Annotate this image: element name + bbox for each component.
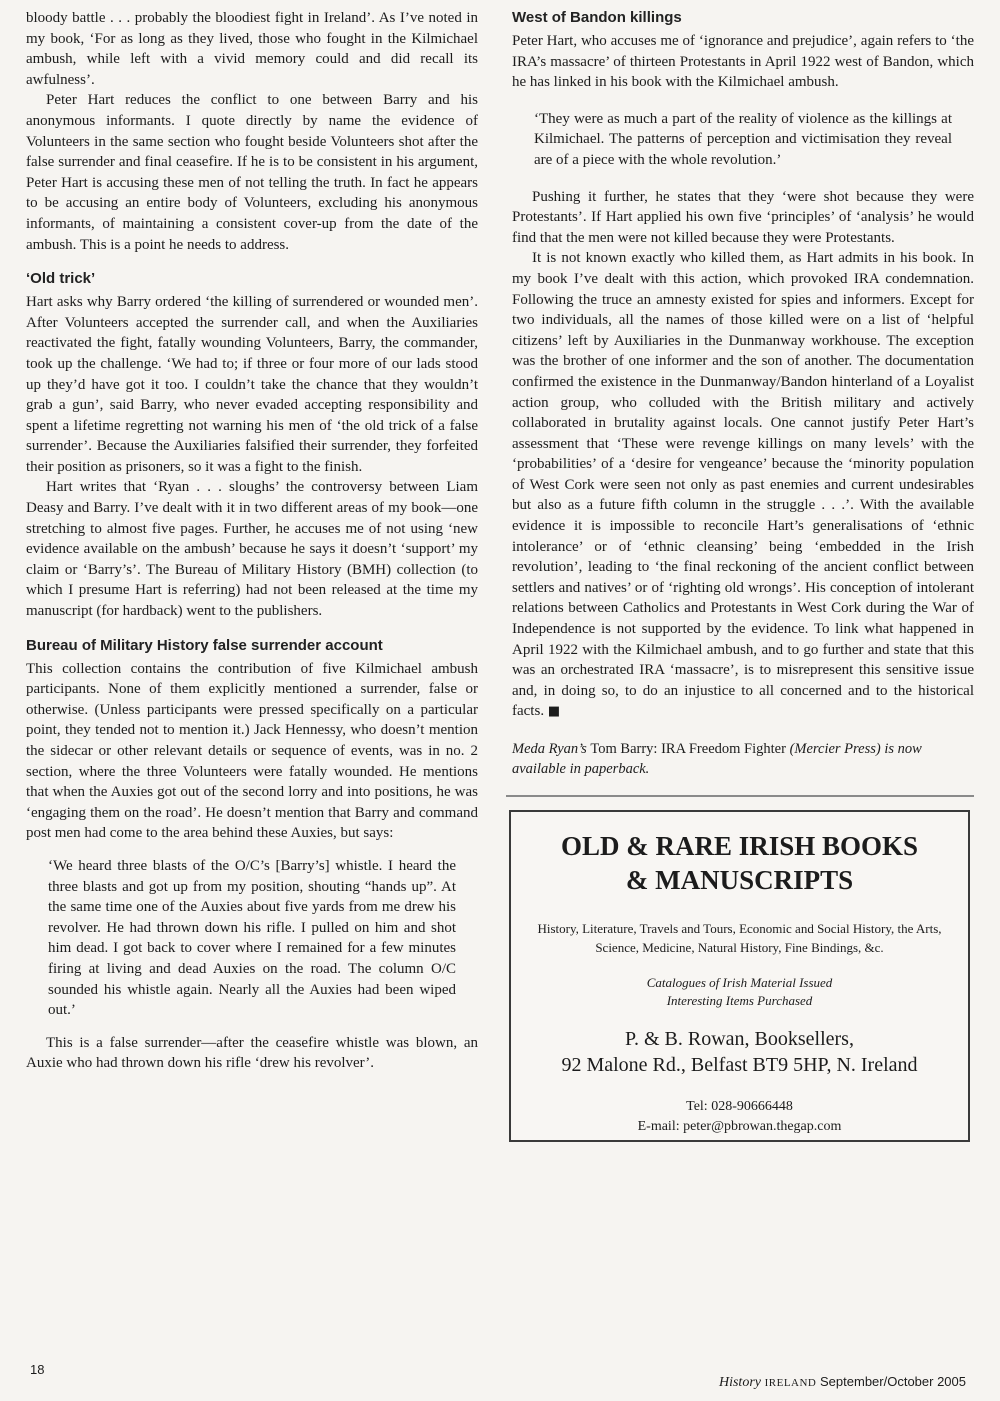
- paragraph: Hart writes that ‘Ryan . . . sloughs’ the controversy between Liam Deasy and Barry. I’ve dealt with it in two different areas of my book—one stretching to almost five pages. Further, he accuses me of not using ‘new evidence available on the ambush’ because he says it doesn’t ‘support’ my claim or ‘Barry’s’. The Bureau of Military History (BMH) collection (to which I presume Hart is referring) had not been released at the time my manuscript (for hardback) went to the publishers.: [26, 479, 478, 620]
- page-number: 18: [30, 1362, 45, 1377]
- paragraph: This collection contains the contribution of five Kilmichael ambush participants. None of them explicitly mentioned a surrender, false or otherwise. (Unless participants were pressed specifically on a particular point, they tended not to mention it.) Jack Hennessy, who doesn’t mention the sidecar or other relevant details or sequence of events, was in no. 2 section, where the three Volunteers were fatally wounded. He mentions that when the Auxies got out of the second lorry and into positions, he was ‘engaging them on the road’. He doesn’t mention that Barry and command post men had come to the area behind these Auxies, but says:: [26, 660, 478, 842]
- footer-issue: September/October 2005: [820, 1374, 966, 1389]
- credit-book-title: Tom Barry: IRA Freedom Fighter: [590, 741, 786, 757]
- advert-seller: [511, 1026, 968, 1078]
- article-right-column: [512, 8, 974, 1142]
- advert-tel: Tel: 028-90666448: [686, 1099, 793, 1114]
- advert-title-line: OLD & RARE IRISH BOOKS: [560, 831, 919, 861]
- credit-author: Meda Ryan’s: [512, 741, 587, 757]
- quote-text: ‘We heard three blasts of the O/C’s [Barry’s] whistle. I heard the three blasts and got up from my position, shouting “hands up”. At the same time one of the Auxies about five yards from me drew his revolver. He had thrown down his rifle. I pulled on him and shot him dead. I got back to cover where I remained for a few minutes firing at living and dead Auxies on the road. The column O/C sounded his whistle again. Nearly all the Auxies had been wiped out.’: [48, 857, 456, 1019]
- advert-catalogues: [511, 974, 968, 1010]
- section-heading-bureau: Bureau of Military History false surrender account: [26, 636, 383, 654]
- credit-rest: (Mercier Press) is now available in paperback.: [512, 741, 922, 777]
- advert-subjects: History, Literature, Travels and Tours, Economic and Social History, the Arts, Science, Medicine, Natural History, Fine Bindings, &c.: [537, 921, 942, 955]
- running-footer: [719, 1374, 966, 1391]
- advert-title: [511, 829, 968, 897]
- article-left-column: [26, 8, 478, 1074]
- bookseller-advert: [509, 810, 970, 1142]
- block-quote: [534, 109, 952, 171]
- paragraph: Peter Hart, who accuses me of ‘ignorance and prejudice’, again refers to ‘the IRA’s massacre’ of thirteen Protestants in April 1922 west of Bandon, which he has linked in his book with the Kilmichael ambush.: [512, 33, 974, 91]
- paragraph: bloody battle . . . probably the bloodiest fight in Ireland’. As I’ve noted in my book, ‘For as long as they lived, those who fought in the Kilmichael ambush, while left with a vivid memory could and did recall its awfulness’.: [26, 10, 478, 88]
- divider: [506, 795, 974, 797]
- footer-magazine-name: History: [718, 1375, 761, 1390]
- section-heading-west-of-bandon: West of Bandon killings: [512, 9, 682, 26]
- paragraph: [512, 248, 974, 723]
- advert-seller-line: 92 Malone Rd., Belfast BT9 5HP, N. Ireland: [561, 1054, 918, 1076]
- block-quote: [48, 856, 456, 1021]
- advert-catalogues-line: Catalogues of Irish Material Issued: [646, 975, 833, 990]
- advert-contact: [511, 1097, 968, 1137]
- author-credit: [512, 739, 974, 779]
- paragraph-text: It is not known exactly who killed them, as Hart admits in his book. In my book I’ve dealt with this action, which provoked IRA condemnation. Following the truce an amnesty existed for spies and informers. Except for two individuals, all the names of those killed were on a list of ‘helpful citizens’ left by Auxiliaries in the Dunmanway workhouse. The exception was the brother of one informer and the son of another. The documentation confirmed the existence in the Dunmanway/Bandon hinterland of a Loyalist action group, who colluded with the British military and actively collaborated in brutality against locals. One cannot justify Peter Hart’s assessment that ‘These were revenge killings on many levels’ with the ‘probabilities’ of a ‘desire for vengeance’ because the ‘minority population of West Cork were seen not only as past enemies and current undesirables but also as a future fifth column in the struggle . . .’. With the available evidence it is impossible to reconcile Hart’s generalisations of ‘ethnic intolerance’ or of ‘ethnic cleansing’ being ‘embedded in the Irish revolution’, leading to ‘the final reckoning of the ancient conflict between settlers and natives’ or of ‘righting old wrongs’. His conception of intolerant relations between Catholics and Protestants in West Cork during the War of Independence is not supported by the evidence. To link what happened in April 1922 with the Kilmichael ambush, and to go further and state that this was an orchestrated IRA ‘massacre’, is to misrepresent this sensitive issue and, in doing so, to do an injustice to all concerned and to the historical facts.: [512, 250, 974, 720]
- section-heading-old-trick: ‘Old trick’: [26, 270, 96, 288]
- quote-text: ‘They were as much a part of the reality of violence as the killings at Kilmichael. The patterns of perception and victimisation they reveal are of a piece with the whole revolution.’: [534, 110, 952, 168]
- paragraph: Peter Hart reduces the conflict to one between Barry and his anonymous informants. I quote directly by name the evidence of Volunteers in the same section who fought beside Volunteers shot after the false surrender and final ceasefire. If he is to be consistent in his argument, Peter Hart is accusing these men of not telling the truth. In fact he appears to be accusing an entire body of Volunteers, excluding his anonymous informants, of maintaining a consistent cover-up from the date of the ambush. This is a point he needs to address.: [26, 92, 478, 253]
- advert-catalogues-line: Interesting Items Purchased: [666, 993, 813, 1008]
- advert-title-line: & MANUSCRIPTS: [625, 865, 854, 895]
- advert-email: E-mail: peter@pbrowan.thegap.com: [637, 1119, 842, 1134]
- paragraph: Hart asks why Barry ordered ‘the killing of surrendered or wounded men’. After Volunteers accepted the surrender call, and when the Auxiliaries reactivated the fight, fatally wounding Volunteers, Barry, the commander, took up the challenge. ‘We had to; if three or four more of our lads stood up they’d have got it too. I couldn’t take the chance that they wouldn’t grab a gun’, said Barry, who never evaded accepting responsibility and spent a lifetime regretting not warning his men of ‘the old trick of a false surrender’. Because the Auxiliaries falsified their surrender, they forfeited their position as prisoners, so it was a fight to the finish.: [26, 294, 478, 475]
- footer-magazine-name-caps: IRELAND: [764, 1377, 817, 1389]
- advert-seller-line: P. & B. Rowan, Booksellers,: [625, 1028, 854, 1050]
- paragraph: Pushing it further, he states that they ‘were shot because they were Protestants’. If Hart applied his own five ‘principles’ of ‘analysis’ he would find that the men were not killed because they were Protestants.: [512, 188, 974, 246]
- end-mark-icon: ■: [547, 704, 561, 720]
- paragraph: This is a false surrender—after the ceasefire whistle was blown, an Auxie who had thrown down his rifle ‘drew his revolver’.: [26, 1034, 478, 1072]
